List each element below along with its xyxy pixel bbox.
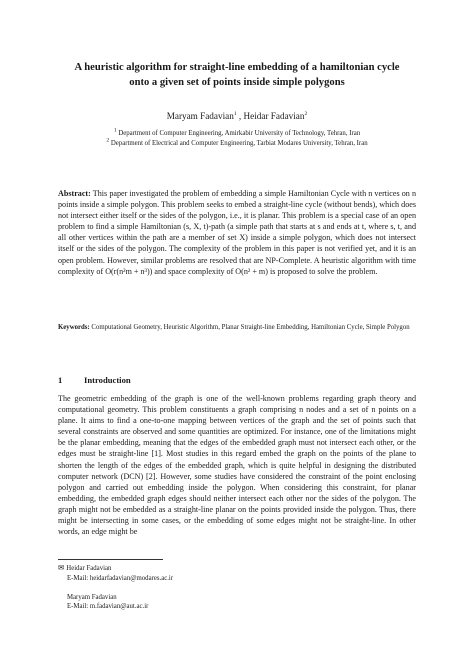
footnote-divider <box>58 559 163 560</box>
affiliations <box>40 129 434 148</box>
footnote-email-1: E-Mail: heidarfadavian@modares.ac.ir <box>67 574 174 582</box>
footnotes <box>58 563 173 612</box>
footnote-name-2: Maryam Fadavian <box>67 593 117 601</box>
keywords-label: Keywords: <box>58 324 90 331</box>
affiliation-2-mark: 2 <box>106 137 110 144</box>
affiliation-2-text: Department of Electrical and Computer Engineering, Tarbiat Modares University, Tehran, Iran <box>110 139 368 147</box>
footnote-corresponding-author <box>58 563 173 574</box>
paper-title <box>40 60 434 90</box>
author-2: Heidar Fadavian <box>243 111 305 121</box>
introduction-paragraph: The geometric embedding of the graph is one of the well-known problems regarding graph theory and computational geometry. This problem constituents a graph comprising n nodes and a set of n points on a plane. It aims to find a one-to-one mapping between vertices of the graph and the set of points such that several constraints are observed and some quantities are optimized. For instance, one of the limitations might be the planar embedding, meaning that the edges of the embedded graph must not intersect each other, or the edges must be straight-line [1]. Most studies in this regard embed the graph on the points of the plane to shorten the length of the edges of the embedded graph, which is quite helpful in designing the distributed computer network (DCN) [2]. However, some studies have considered the constraint of the point enclosing polygon and carried out embedding inside the polygon. When considering this constraint, for planar embedding, the embedded graph edges should neither intersect each other nor the sides of the polygon. The graph might not be embedded as a straight-line planar on the points provided inside the polygon. Thus, there might be intersecting in some cases, or the embedding of some edges might not be straight-line. In other words, an edge might be <box>58 394 416 537</box>
title-line-1: A heuristic algorithm for straight-line embedding of a hamiltonian cycle <box>74 62 400 73</box>
author-1-affiliation-mark: 1 <box>233 110 237 117</box>
author-2-affiliation-mark: 2 <box>304 110 308 117</box>
footnote-email-2: E-Mail: m.fadavian@aut.ac.ir <box>67 603 149 611</box>
affiliation-1-text: Department of Computer Engineering, Amirkabir University of Technology, Tehran, Iran <box>118 130 361 137</box>
abstract-label: Abstract: <box>58 189 91 198</box>
section-title: Introduction <box>84 375 131 385</box>
author-list <box>40 110 434 122</box>
abstract-text: This paper investigated the problem of embedding a simple Hamiltonian Cycle with n vertices on n points inside a simple polygon. This problem seeks to embed a straight-line cycle (without bends), which does not intersect either itself or the sides of the polygon, i.e., it is planar. This problem is a special case of an open problem to find a simple Hamiltonian (s, X, t)-path (a simple path that starts at s and ends at t, where s, t, and all other vertices within the path are a member of set X) inside a simple polygon, which does not intersect itself or the sides of the polygon. The complexity of the problem in this paper is not verified yet, and it is an open problem. However, similar problems are resolved that are NP-Complete. A heuristic algorithm with time complexity of O(r(n²m + n³)) and space complexity of O(n² + m) is proposed to solve the problem. <box>58 189 416 276</box>
author-1: Maryam Fadavian <box>166 111 234 121</box>
affiliation-1-mark: 1 <box>113 127 117 134</box>
keywords <box>58 323 416 333</box>
abstract <box>58 188 416 277</box>
section-number: 1 <box>58 375 63 385</box>
affiliation-2 <box>40 139 434 149</box>
title-line-2: onto a given set of points inside simple polygons <box>129 77 345 88</box>
section-heading <box>58 375 131 386</box>
footnote-name-1: Heidar Fadavian <box>66 565 112 572</box>
affiliation-1 <box>40 129 434 139</box>
keywords-text: Computational Geometry, Heuristic Algorithm, Planar Straight-line Embedding, Hamiltonian Cycle, Simple Polygon <box>89 324 410 331</box>
author-separator: , <box>236 111 244 121</box>
envelope-icon: ✉ <box>58 563 65 572</box>
